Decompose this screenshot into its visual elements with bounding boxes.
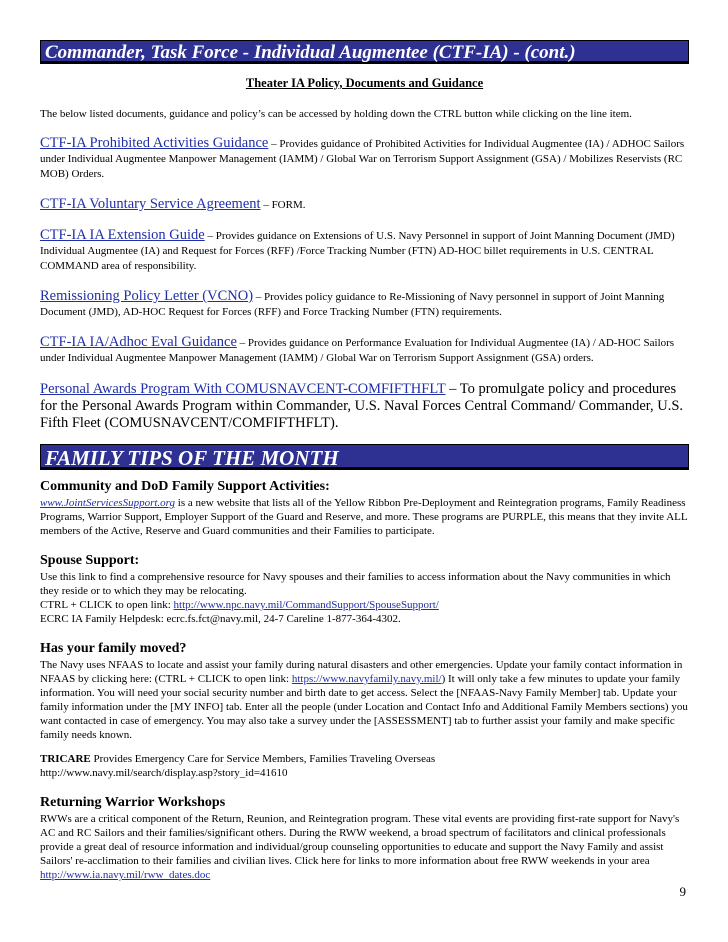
spouse-support-link[interactable]: http://www.npc.navy.mil/CommandSupport/SpouseSupport/: [173, 599, 439, 611]
moved-text-2: ) It will only take a few minutes to update your family information. You will need your social security number and birth date to get access. Select the [NFAAS-Navy Family Member] tab. Update your family information under the [MY INFO] tab. Enter all the people (under Location and Contact Info and Additional Family Members sections) you want contacted in case of emergency. You may also take a survey under the [ASSESSMENT] tab to further assist your family and make specific family needs known.: [40, 673, 688, 741]
doc-desc-prohibited: – Provides guidance of Prohibited Activities for Individual Augmentee (IA) / ADHOC Sailors under Individual Augmentee Manpower Management (IAMM) / Global War on Terrorism Support Assignment (GSA) / Mobilizes Reservists (RC MOB) Orders.: [40, 138, 685, 180]
doc-desc-extension: – Provides guidance on Extensions of U.S. Navy Personnel in support of Joint Manning Document (JMD) Individual Augmentee (IA) and Request for Forces (RFF) /Force Tracking Number (FTN) AD-HOC billet requirements in U.S. CENTRAL COMMAND area of responsibility.: [40, 230, 675, 272]
intro-text: The below listed documents, guidance and policy’s can be accessed by holding down the CTRL button while clicking on the line item.: [40, 108, 632, 120]
tricare-link[interactable]: http://www.navy.mil/search/display.asp?story_id=41610: [40, 767, 288, 779]
doc-link-remissioning[interactable]: Remissioning Policy Letter (VCNO): [40, 288, 254, 304]
doc-link-voluntary[interactable]: CTF-IA Voluntary Service Agreement: [40, 196, 261, 212]
spouse-link-line: [40, 598, 689, 612]
tricare-text: Provides Emergency Care for Service Members, Families Traveling Overseas: [90, 753, 436, 765]
doc-link-prohibited[interactable]: CTF-IA Prohibited Activities Guidance: [40, 135, 269, 151]
spouse-section: [40, 552, 689, 626]
tricare-label: TRICARE: [40, 753, 91, 765]
rww-title: Returning Warrior Workshops: [40, 795, 226, 810]
tricare-section: [40, 752, 689, 780]
doc-entry-prohibited: [40, 136, 689, 182]
doc-entry-eval: [40, 335, 689, 366]
rww-section: [40, 794, 689, 882]
section-title: Theater IA Policy, Documents and Guidance: [245, 76, 484, 90]
joint-services-link[interactable]: www.JointServicesSupport.org: [40, 497, 176, 509]
doc-desc-voluntary: – FORM.: [260, 199, 306, 211]
spouse-ctrl-text: CTRL + CLICK to open link:: [40, 599, 174, 611]
doc-entry-awards: [40, 381, 689, 432]
moved-title: Has your family moved?: [40, 641, 187, 656]
rww-text: RWWs are a critical component of the Return, Reunion, and Reintegration program. These vital events are providing first-rate support for Navy's AC and RC Sailors and their families/significant others. During the RWW weekend, a broad spectrum of facilitators and clinical professionals provide a great deal of resource information and individual/group counseling opportunities to educate and support the Navy Family and assist Sailors' re-acclimation to their families and civilian lives. Click here for links to more information about free RWW weekends in your area: [40, 813, 680, 867]
helpdesk-text: ECRC IA Family Helpdesk: ecrc.fs.fct@navy.mil, 24-7 Careline 1-877-364-4302.: [40, 613, 401, 625]
rww-link[interactable]: http://www.ia.navy.mil/rww_dates.doc: [40, 869, 211, 881]
community-title: Community and DoD Family Support Activities:: [40, 479, 330, 494]
doc-entry-voluntary: [40, 197, 689, 213]
community-section: [40, 478, 689, 538]
family-banner: FAMILY TIPS OF THE MONTH: [40, 444, 689, 470]
moved-section: [40, 640, 689, 742]
spouse-title: Spouse Support:: [40, 553, 140, 568]
spouse-text: Use this link to find a comprehensive resource for Navy spouses and their families to access information about the Navy communities in which they reside or to which they may be relocating.: [40, 571, 671, 597]
moved-text-1: The Navy uses NFAAS to locate and assist your family during natural disasters and other emergencies. Update your family contact information in NFAAS by clicking here: (CTRL + CLICK to open link:: [40, 659, 683, 685]
header-banner: Commander, Task Force - Individual Augmentee (CTF-IA) - (cont.): [40, 40, 689, 64]
doc-link-eval[interactable]: CTF-IA IA/Adhoc Eval Guidance: [40, 334, 237, 350]
doc-entry-extension: [40, 228, 689, 274]
doc-link-extension[interactable]: CTF-IA IA Extension Guide: [40, 227, 205, 243]
nfaas-link[interactable]: https://www.navyfamily.navy.mil/: [291, 673, 442, 685]
page-number: 9: [679, 884, 686, 899]
doc-entry-remissioning: [40, 289, 689, 320]
doc-desc-remissioning: – Provides policy guidance to Re-Missioning of Navy personnel in support of Joint Manning Document (JMD), AD-HOC Request for Forces (RFF) and Force Tracking Number (FTN) requirements.: [40, 291, 665, 318]
doc-link-awards[interactable]: Personal Awards Program With COMUSNAVCENT-COMFIFTHFLT: [40, 381, 446, 397]
doc-desc-awards: – To promulgate policy and procedures for the Personal Awards Program within Commander, U.S. Naval Forces Central Command/ Commander, U.S. Fifth Fleet (COMUSNAVCENT/COMFIFTHFLT).: [40, 381, 684, 431]
community-text: is a new website that lists all of the Yellow Ribbon Pre-Deployment and Reintegration programs, Family Readiness Programs, Warrior Support, Employer Support of the Guard and Reserve, and more. These programs are PURPLE, this means that they invite ALL members of the Active, Reserve and Guard communities and their Families to participate.: [40, 497, 688, 537]
page-content: [40, 40, 689, 882]
doc-desc-eval: – Provides guidance on Performance Evaluation for Individual Augmentee (IA) / AD-HOC Sailors under Individual Augmentee Manpower Management (IAMM) / Global War on Terrorism Support Assignment (GSA) orders.: [40, 337, 675, 364]
